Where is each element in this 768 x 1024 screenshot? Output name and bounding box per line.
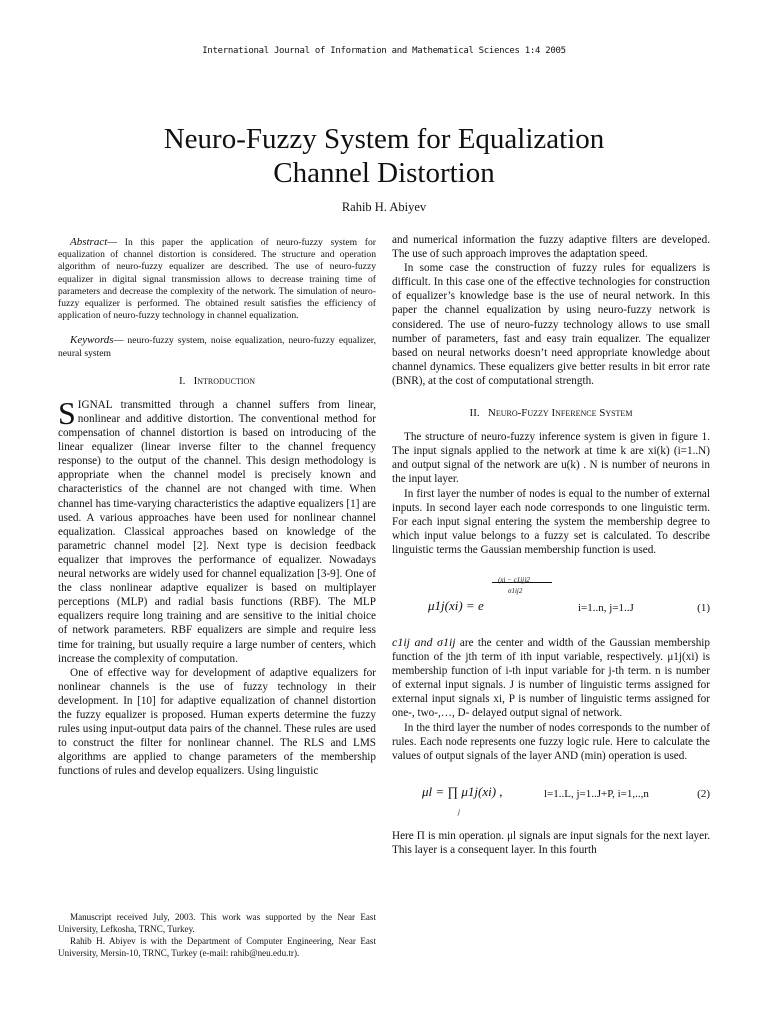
abstract-label: Abstract— <box>70 236 118 248</box>
section-2-p3-text: are the center and width of the Gaussian membership function of the jth term of ith input variable, respectively. μ1j(xi) is membership function of i-th input variable for j-th term. n is number of external input signals. J is number of linguistic terms assigned for external input signals xi, P is number of linguistic terms assigned for one-, two-,…, D- delayed output signal of network. <box>392 636 710 720</box>
author: Rahib H. Abiyev <box>341 200 427 214</box>
eq-vars-center-width: c1ij and σ1ij <box>392 634 456 649</box>
title-line-2: Channel Distortion <box>273 157 495 189</box>
section-2-number: II. <box>469 407 480 420</box>
section-2-paragraph-2: In first layer the number of nodes is equal to the number of external inputs. In second layer each node corresponds to one linguistic term. For each input signal entering the system the membership degree to which input value belongs to a fuzzy set is calculated. To describe linguistic terms the Gaussian membership function is used. <box>392 487 710 556</box>
equation-2 <box>392 777 710 821</box>
abstract-text: In this paper the application of neuro-fuzzy system for equalization of channel distortion is considered. The structure and operation algorithm of neuro-fuzzy equalizer are described. The use of neuro-fuzzy equalizer in digital signal transmission allows to decrease training time of parameters and decrease the complexity of the network. The simulation of neuro-fuzzy equalizer is performed. The obtained result satisfies the efficiency of application of neuro-fuzzy technology in channel equalization. <box>58 237 376 322</box>
eq2-number: (2) <box>697 787 710 800</box>
eq2-condition: l=1..L, j=1..J+P, i=1,..,n <box>544 787 649 800</box>
footnote-2: Rahib H. Abiyev is with the Department of Computer Engineering, Near East University, Mersin-10, TRNC, Turkey (e-mail: rahib@neu.edu.tr). <box>58 936 376 958</box>
section-1-title: Introduction <box>193 374 256 387</box>
section-2-heading <box>392 406 710 420</box>
section-2-title: Neuro-Fuzzy Inference System <box>487 407 633 420</box>
eq1-lhs: μ1j(xi) = e <box>428 597 484 613</box>
paper-title <box>0 122 768 190</box>
title-line-1: Neuro-Fuzzy System for Equalization <box>163 123 605 155</box>
section-2-paragraph-4: In the third layer the number of nodes corresponds to the number of rules. Each node represents one fuzzy logic rule. Here to calculate the values of output signals of the layer AND (min) operation is used. <box>392 721 710 762</box>
drop-cap: S <box>58 394 76 431</box>
keywords-text: neuro-fuzzy system, noise equalization, neuro-fuzzy equalizer, neural system <box>58 335 376 359</box>
journal-header: International Journal of Information and Mathematical Sciences 1:4 2005 <box>202 46 566 56</box>
footnote-1: Manuscript received July, 2003. This work was supported by the Near East University, Lefkosha, TRNC, Turkey. <box>58 912 376 934</box>
intro-paragraph-1 <box>58 394 376 666</box>
footnotes <box>58 911 376 959</box>
intro-p1-text: IGNAL transmitted through a channel suffers from linear, nonlinear and additive distortion. The conventional method for compensation of channel distortion is based on introducing of the linear equalizer (linear inverse filter to the channel frequency response) to the output of the channel. This design methodology is appropriate when the channel model is precisely known and characteristics of the channel are not changed with time. When channel has time-varying characteristics the adaptive equalizers [1] are used. A various approaches have been used for nonlinear channel equalization. Classical approaches based on knowledge of the parametric channel model [2]. Next type is decision feedback equalizer that improves the performance of equalizer. Nowadays neural networks are widely used for channel equalization [3-9]. One of the class nonlinear adaptive equalizer is based on multiplayer perceptions (MLP) and radial basis functions (RBF). The MLP equalizers require long training and are sensitive to the initial choice of network parameters. RBF equalizers are simple and require less time for training, but usually require a large number of centers, which increase the complexity of computation. <box>58 398 376 665</box>
right-column <box>392 233 710 857</box>
section-2-paragraph-1: The structure of neuro-fuzzy inference system is given in figure 1. The input signals applied to the network at time k are xi(k) (i=1..N) and output signal of the network are u(k) . N is number of neurons in the input layer. <box>392 431 710 486</box>
keywords-label: Keywords— <box>70 334 124 347</box>
eq1-exponent-numerator: (xi − c1ij)2 <box>498 575 530 584</box>
eq1-fraction-bar <box>492 582 552 583</box>
eq2-subscript: j <box>458 807 460 816</box>
right-paragraph-2: In some case the construction of fuzzy rules for equalizers is difficult. In this case one of the effective technologies for construction of equalizer’s knowledge base is the use of neural network. In this paper the channel equalization by using neuro-fuzzy network is considered. The use of neuro-fuzzy technology allows to use small number of parameters, fast and easy train equalizer. The equalizer based on neural networks doesn’t need appropriate knowledge about channel dynamics. These equalizers give better results in bit error rate (BNR), at the cost of computational strength. <box>392 262 710 387</box>
eq1-condition: i=1..n, j=1..J <box>578 601 634 614</box>
abstract <box>58 236 376 322</box>
eq1-exponent-denominator: σ1ij2 <box>508 586 523 595</box>
intro-paragraph-2: One of effective way for development of adaptive equalizers for nonlinear channels is the use of fuzzy technology in their development. In [10] for adaptive equalization of channel distortion the fuzzy equalizer is proposed. Human experts determine the fuzzy rules using input-output data pairs of the channel. These rules are used to construct the filter for nonlinear channel. The RLS and LMS algorithms are applied to change parameters of the membership functions of rules and develop equalizers. Using linguistic <box>58 666 376 778</box>
keywords <box>58 334 376 359</box>
eq1-number: (1) <box>697 601 710 614</box>
section-1-heading <box>58 374 376 388</box>
right-paragraph-1: and numerical information the fuzzy adaptive filters are developed. The use of such approach improves the adaptation speed. <box>392 234 710 261</box>
section-2-paragraph-3 <box>392 635 710 721</box>
left-column <box>58 236 376 778</box>
section-2-paragraph-5: Here Π is min operation. μl signals are input signals for the next layer. This layer is a consequent layer. In this fourth <box>392 829 710 856</box>
section-1-number: I. <box>178 374 186 387</box>
eq2-lhs: μl = ∏ μ1j(xi) , <box>422 783 503 799</box>
equation-1 <box>392 573 710 625</box>
